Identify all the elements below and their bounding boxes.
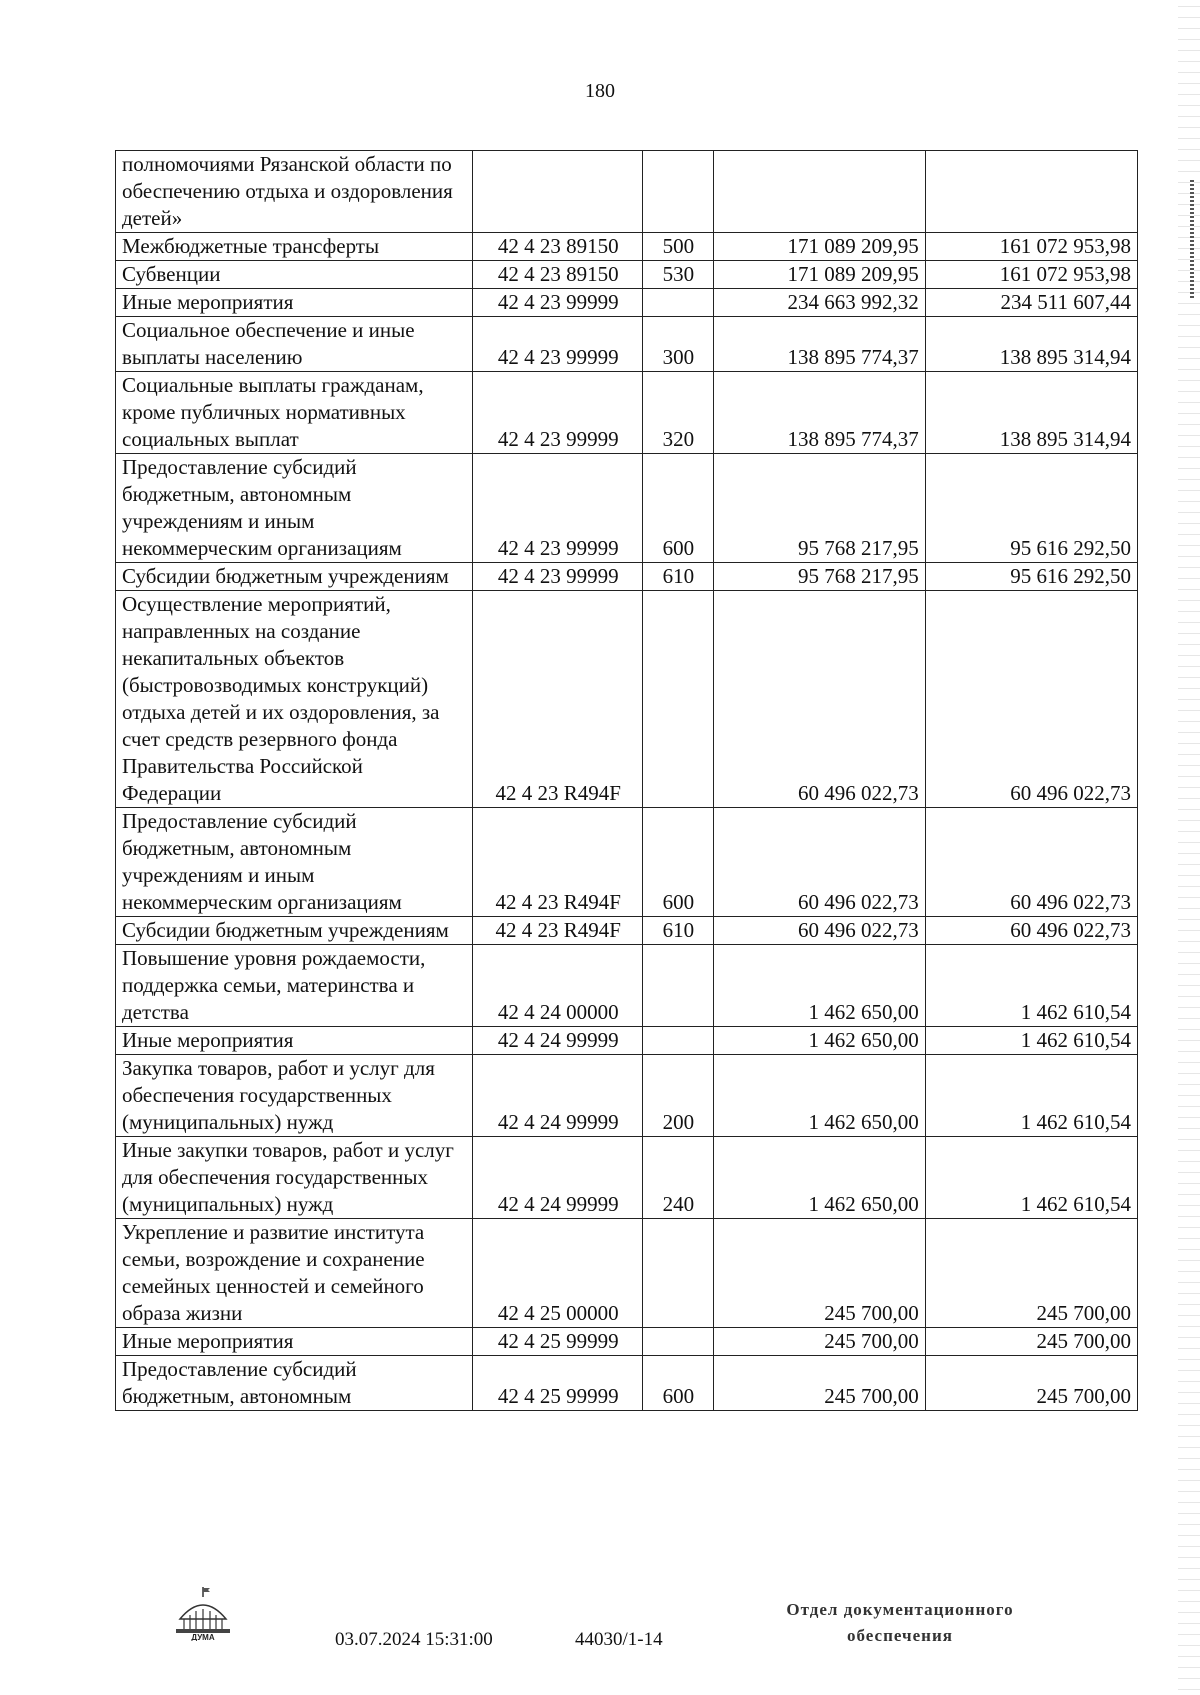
row-name-cell: Осуществление мероприятий, направленных на создание некапитальных объектов (быстровозводимых конструкций) отдыха детей и их оздоровления, за счет средств резервного фонда Правительства Российской Федерации [116, 591, 473, 808]
table-row [116, 945, 1138, 1027]
row-sum-1-cell: 1 462 650,00 [713, 1055, 925, 1137]
row-name-cell: Иные мероприятия [116, 289, 473, 317]
row-name-cell: Предоставление субсидий бюджетным, автономным [116, 1356, 473, 1411]
row-type-cell [643, 591, 713, 808]
row-type-cell: 500 [643, 233, 713, 261]
row-type-cell: 610 [643, 917, 713, 945]
row-code-cell: 42 4 25 00000 [473, 1219, 643, 1328]
table-row [116, 1219, 1138, 1328]
row-code-cell: 42 4 23 R494F [473, 808, 643, 917]
row-code-cell: 42 4 25 99999 [473, 1328, 643, 1356]
row-sum-1-cell: 234 663 992,32 [713, 289, 925, 317]
row-code-cell: 42 4 23 99999 [473, 317, 643, 372]
row-name-cell: Предоставление субсидий бюджетным, автономным учреждениям и иным некоммерческим организациям [116, 808, 473, 917]
row-name-cell: Субсидии бюджетным учреждениям [116, 563, 473, 591]
row-sum-2-cell: 1 462 610,54 [925, 1055, 1137, 1137]
row-name-cell: полномочиями Рязанской области по обеспечению отдыха и оздоровления детей» [116, 151, 473, 233]
row-type-cell: 530 [643, 261, 713, 289]
row-name-cell: Иные мероприятия [116, 1328, 473, 1356]
row-sum-1-cell: 60 496 022,73 [713, 591, 925, 808]
row-sum-2-cell: 234 511 607,44 [925, 289, 1137, 317]
row-sum-2-cell: 95 616 292,50 [925, 454, 1137, 563]
row-type-cell [643, 1328, 713, 1356]
row-type-cell: 300 [643, 317, 713, 372]
row-sum-1-cell: 60 496 022,73 [713, 917, 925, 945]
table-row [116, 372, 1138, 454]
row-sum-2-cell: 138 895 314,94 [925, 317, 1137, 372]
row-sum-1-cell: 95 768 217,95 [713, 454, 925, 563]
row-sum-2-cell: 1 462 610,54 [925, 1137, 1137, 1219]
row-code-cell: 42 4 23 99999 [473, 372, 643, 454]
table-row [116, 261, 1138, 289]
row-sum-2-cell: 245 700,00 [925, 1328, 1137, 1356]
row-sum-1-cell: 138 895 774,37 [713, 317, 925, 372]
row-type-cell [643, 151, 713, 233]
row-code-cell: 42 4 25 99999 [473, 1356, 643, 1411]
row-code-cell [473, 151, 643, 233]
stamp-line-2: обеспечения [847, 1626, 953, 1645]
row-type-cell [643, 289, 713, 317]
row-name-cell: Иные закупки товаров, работ и услуг для обеспечения государственных (муниципальных) нужд [116, 1137, 473, 1219]
row-sum-1-cell: 245 700,00 [713, 1219, 925, 1328]
row-sum-1-cell: 1 462 650,00 [713, 1027, 925, 1055]
table-row [116, 317, 1138, 372]
row-name-cell: Закупка товаров, работ и услуг для обеспечения государственных (муниципальных) нужд [116, 1055, 473, 1137]
row-type-cell: 600 [643, 1356, 713, 1411]
row-sum-2-cell: 60 496 022,73 [925, 591, 1137, 808]
row-type-cell: 600 [643, 808, 713, 917]
row-type-cell: 240 [643, 1137, 713, 1219]
table-row [116, 917, 1138, 945]
row-sum-2-cell [925, 151, 1137, 233]
row-sum-2-cell: 161 072 953,98 [925, 261, 1137, 289]
table-row [116, 454, 1138, 563]
row-name-cell: Субсидии бюджетным учреждениям [116, 917, 473, 945]
row-code-cell: 42 4 24 99999 [473, 1137, 643, 1219]
row-sum-2-cell: 95 616 292,50 [925, 563, 1137, 591]
row-code-cell: 42 4 24 99999 [473, 1055, 643, 1137]
row-code-cell: 42 4 23 99999 [473, 563, 643, 591]
row-sum-2-cell: 60 496 022,73 [925, 808, 1137, 917]
table-row [116, 808, 1138, 917]
scan-edge-artifact [1178, 0, 1200, 1695]
page-number: 180 [585, 80, 615, 102]
row-name-cell: Укрепление и развитие института семьи, возрождение и сохранение семейных ценностей и семейного образа жизни [116, 1219, 473, 1328]
row-type-cell: 320 [643, 372, 713, 454]
row-sum-1-cell: 95 768 217,95 [713, 563, 925, 591]
row-sum-1-cell [713, 151, 925, 233]
row-sum-1-cell: 1 462 650,00 [713, 1137, 925, 1219]
row-type-cell: 600 [643, 454, 713, 563]
table-row [116, 563, 1138, 591]
table-body [116, 151, 1138, 1411]
table-row [116, 1356, 1138, 1411]
row-sum-1-cell: 1 462 650,00 [713, 945, 925, 1027]
table-row [116, 289, 1138, 317]
row-sum-1-cell: 171 089 209,95 [713, 261, 925, 289]
row-type-cell [643, 945, 713, 1027]
row-sum-2-cell: 245 700,00 [925, 1219, 1137, 1328]
row-sum-1-cell: 245 700,00 [713, 1356, 925, 1411]
budget-table [115, 150, 1138, 1411]
footer-date: 03.07.2024 15:31:00 [335, 1629, 493, 1650]
row-sum-2-cell: 1 462 610,54 [925, 945, 1137, 1027]
table-row [116, 233, 1138, 261]
row-code-cell: 42 4 24 00000 [473, 945, 643, 1027]
table-row [116, 1055, 1138, 1137]
duma-logo-icon [170, 1585, 236, 1641]
row-code-cell: 42 4 23 99999 [473, 289, 643, 317]
department-stamp [750, 1597, 1050, 1649]
row-sum-2-cell: 1 462 610,54 [925, 1027, 1137, 1055]
row-sum-1-cell: 171 089 209,95 [713, 233, 925, 261]
row-type-cell: 200 [643, 1055, 713, 1137]
row-sum-2-cell: 138 895 314,94 [925, 372, 1137, 454]
row-code-cell: 42 4 23 89150 [473, 233, 643, 261]
footer-doc-number: 44030/1-14 [575, 1629, 663, 1650]
row-type-cell [643, 1219, 713, 1328]
row-sum-1-cell: 245 700,00 [713, 1328, 925, 1356]
row-type-cell: 610 [643, 563, 713, 591]
row-sum-2-cell: 161 072 953,98 [925, 233, 1137, 261]
row-name-cell: Иные мероприятия [116, 1027, 473, 1055]
row-code-cell: 42 4 23 R494F [473, 917, 643, 945]
row-sum-2-cell: 60 496 022,73 [925, 917, 1137, 945]
stamp-line-1: Отдел документационного [786, 1600, 1014, 1619]
table-row [116, 151, 1138, 233]
row-code-cell: 42 4 23 99999 [473, 454, 643, 563]
row-name-cell: Социальное обеспечение и иные выплаты населению [116, 317, 473, 372]
row-name-cell: Повышение уровня рождаемости, поддержка семьи, материнства и детства [116, 945, 473, 1027]
row-sum-1-cell: 60 496 022,73 [713, 808, 925, 917]
row-sum-2-cell: 245 700,00 [925, 1356, 1137, 1411]
table-row [116, 1328, 1138, 1356]
row-name-cell: Субвенции [116, 261, 473, 289]
row-name-cell: Межбюджетные трансферты [116, 233, 473, 261]
row-type-cell [643, 1027, 713, 1055]
row-name-cell: Предоставление субсидий бюджетным, автономным учреждениям и иным некоммерческим организациям [116, 454, 473, 563]
row-code-cell: 42 4 24 99999 [473, 1027, 643, 1055]
logo-text: ДУМА [191, 1633, 215, 1641]
row-name-cell: Социальные выплаты гражданам, кроме публичных нормативных социальных выплат [116, 372, 473, 454]
row-code-cell: 42 4 23 R494F [473, 591, 643, 808]
table-row [116, 1137, 1138, 1219]
row-code-cell: 42 4 23 89150 [473, 261, 643, 289]
table-row [116, 591, 1138, 808]
row-sum-1-cell: 138 895 774,37 [713, 372, 925, 454]
table-row [116, 1027, 1138, 1055]
